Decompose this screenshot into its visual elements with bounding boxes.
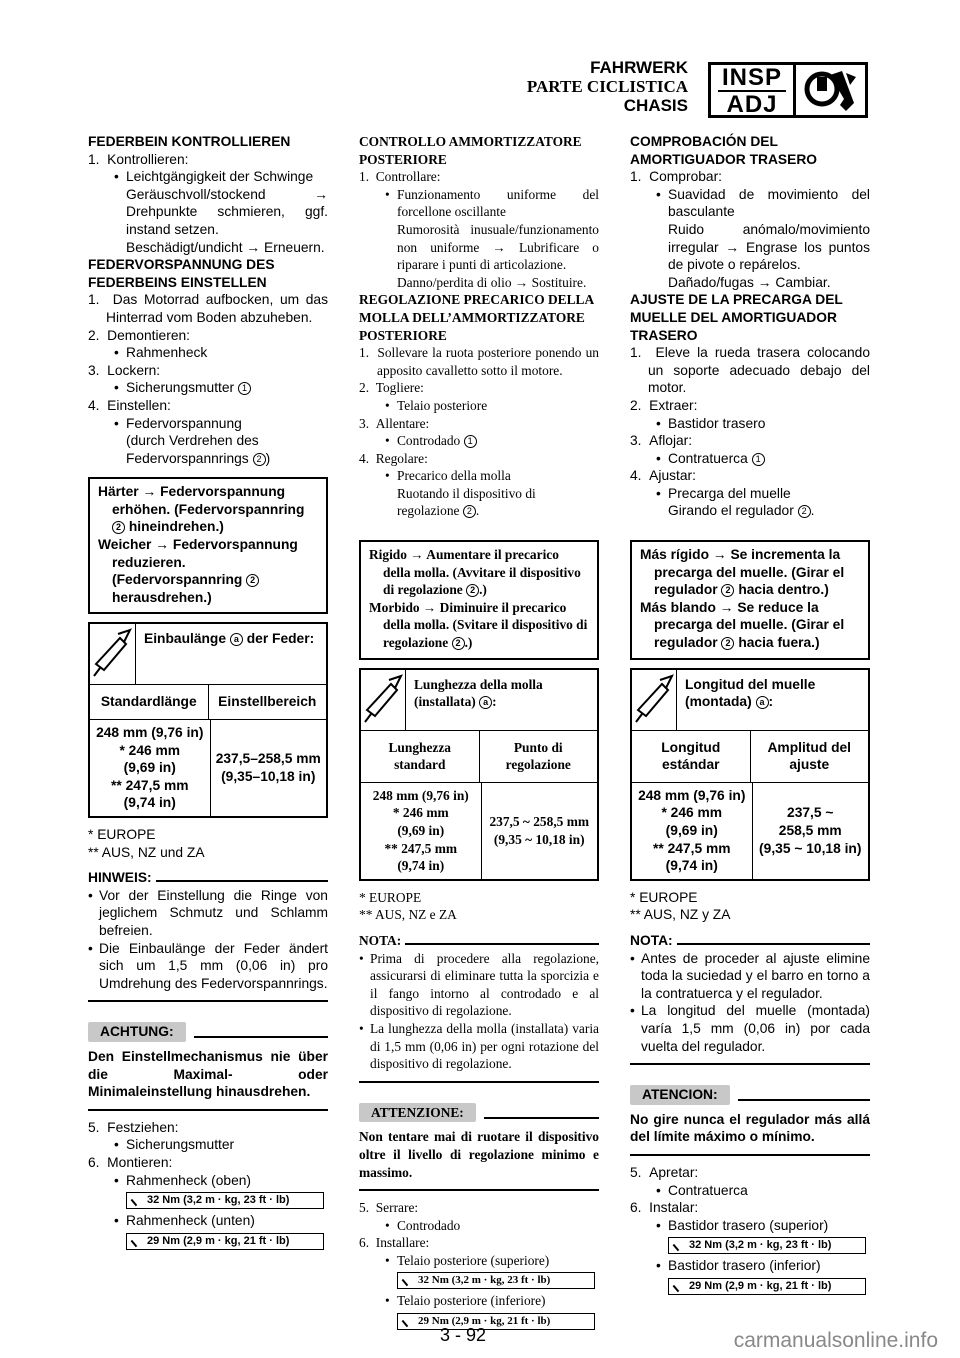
warning-tag: ATENCION: bbox=[630, 1085, 730, 1105]
spec-title: Lunghezza della molla (installata) a : bbox=[414, 676, 543, 710]
section-heading: FEDERVORSPANNUNG DES FEDERBEINS EINSTELLEN bbox=[88, 257, 275, 290]
watermark: carmanualsonline.info bbox=[733, 1329, 938, 1352]
bullet-text: Contratuerca bbox=[668, 450, 748, 466]
text-part: HINWEIS: bbox=[88, 870, 152, 886]
step: 3. Allentare: bbox=[359, 415, 430, 431]
section-heading: AJUSTE DE LA PRECARGA DEL MUELLE DEL AMORTIGUADOR TRASERO bbox=[630, 292, 843, 343]
step: 6. Installare: bbox=[359, 1235, 430, 1251]
spec-table bbox=[88, 622, 328, 818]
spec-col-standard: Lunghezza standard bbox=[361, 731, 480, 782]
text-part: Más rígido → Se incrementa la precarga del muelle. (Girar el regulador bbox=[640, 547, 845, 598]
step: 1. Eleve la rueda trasera colocando un soporte adecuado debajo del motor. bbox=[630, 345, 870, 396]
warning-text: Den Einstellmechanismus nie über die Maximal- oder Minimaleinstellung hinausdrehen. bbox=[88, 1048, 328, 1100]
warning-tag: ACHTUNG: bbox=[88, 1022, 186, 1042]
callout-a: a bbox=[230, 633, 243, 646]
spec-value: 248 mm (9,76 in) bbox=[96, 725, 204, 741]
bullet: • Bastidor trasero (superior) bbox=[630, 1217, 870, 1235]
step: 5. Apretar: bbox=[630, 1164, 699, 1180]
spec-col-standard: Standardlänge bbox=[90, 685, 209, 719]
bullet: • Rahmenheck bbox=[88, 344, 328, 362]
spec-range: 237,5–258,5 mm bbox=[215, 751, 321, 767]
text-part: (durch Verdrehen des Federvorspannrings bbox=[126, 433, 259, 466]
text bbox=[640, 599, 860, 652]
bullet: • Leichtgängigkeit der Schwinge bbox=[88, 168, 328, 186]
callout-1: 1 bbox=[752, 453, 765, 466]
text: Ruotando il dispositivo di regolazione 2 . bbox=[397, 485, 536, 519]
callout-2: 2 bbox=[112, 521, 125, 534]
spec-value: ** 247,5 mm bbox=[384, 840, 458, 856]
torque-spec: 32 Nm (3,2 m · kg, 23 ft · lb) bbox=[126, 1192, 324, 1209]
warning-heading bbox=[88, 1022, 328, 1042]
header-titles bbox=[527, 58, 688, 115]
spec-range: (9,35 ~ 10,18 in) bbox=[759, 840, 862, 856]
spec-col-range: Punto di regolazione bbox=[505, 739, 571, 773]
step: 5. Festziehen: bbox=[88, 1119, 179, 1135]
insp-adj-badge bbox=[708, 62, 796, 118]
bullet: • Telaio posteriore (inferiore) bbox=[359, 1292, 599, 1310]
spec-value: * 246 mm bbox=[661, 805, 723, 821]
note-item: • La longitud del muelle (montada) varía 1,5 mm (0,06 in) por cada vuelta del regulador. bbox=[630, 1002, 870, 1055]
bullet: • Precarico della molla bbox=[359, 467, 599, 485]
adjust-box bbox=[88, 477, 328, 614]
bullet: • Bastidor trasero bbox=[630, 415, 870, 433]
header-title-it: PARTE CICLISTICA bbox=[526, 77, 688, 96]
bullet-text: Controdado bbox=[397, 433, 461, 449]
warning-heading bbox=[359, 1103, 599, 1123]
caliper-icon bbox=[361, 670, 406, 730]
text-part: Morbido → Diminuire il precarico della molla. (Svitare il dispositivo di regolazione bbox=[369, 599, 588, 651]
text-part: herausdrehen.) bbox=[112, 589, 212, 605]
callout-1: 1 bbox=[238, 382, 251, 395]
callout-2: 2 bbox=[721, 584, 734, 597]
section-heading: COMPROBACIÓN DEL AMORTIGUADOR TRASERO bbox=[630, 134, 818, 167]
callout-a: a bbox=[479, 696, 492, 709]
torque-spec: 32 Nm (3,2 m · kg, 23 ft · lb) bbox=[668, 1237, 866, 1254]
callout-2: 2 bbox=[452, 637, 465, 650]
torque-spec: 32 Nm (3,2 m · kg, 23 ft · lb) bbox=[397, 1272, 595, 1289]
bullet: • Funzionamento uniforme del forcellone oscillante bbox=[359, 186, 599, 221]
callout-1: 1 bbox=[464, 435, 477, 448]
note-heading bbox=[359, 932, 599, 950]
header-title-es: CHASIS bbox=[623, 96, 688, 115]
step: 3. Lockern: bbox=[88, 362, 161, 378]
tool-box bbox=[796, 62, 868, 118]
callout-2: 2 bbox=[253, 453, 266, 466]
bullet: • Rahmenheck (unten) bbox=[88, 1212, 328, 1230]
bullet: • Contratuerca bbox=[630, 1182, 870, 1200]
spec-value: 248 mm (9,76 in) bbox=[372, 787, 469, 803]
note-item: • Prima di procedere alla regolazione, assicurarsi di eliminare tutta la sporcizia e il fango intorno al controdado e al dispositivo di regolazione. bbox=[359, 950, 599, 1020]
step: 1. Das Motorrad aufbocken, um das Hinterrad vom Boden abzuheben. bbox=[88, 292, 328, 325]
text: Beschädigt/undicht → Erneuern. bbox=[126, 239, 325, 255]
bullet-text: Sicherungsmutter bbox=[126, 380, 235, 396]
text: Girando el regulador 2 . bbox=[668, 503, 815, 519]
note-heading bbox=[88, 869, 328, 887]
text-part: Weicher → Federvorspannung reduzieren. (Federvorspannring bbox=[98, 537, 298, 588]
note-item: • Vor der Einstellung die Ringe von jeglichem Schmutz und Schlamm befreien. bbox=[88, 887, 328, 940]
spec-title bbox=[136, 624, 314, 684]
spec-value: (9,74 in) bbox=[123, 795, 176, 811]
step: 2. Togliere: bbox=[359, 380, 424, 396]
column-spanish bbox=[630, 133, 870, 1298]
bullet bbox=[630, 450, 870, 468]
step: 4. Ajustar: bbox=[630, 468, 696, 484]
text-part: Härter → Federvorspannung erhöhen. (Federvorspannring bbox=[98, 484, 305, 517]
text-part: NOTA: bbox=[359, 932, 402, 948]
text: Danno/perdita di olio → Sostituire. bbox=[397, 274, 587, 290]
spec-value: ** 247,5 mm bbox=[111, 777, 189, 793]
wrench-icon bbox=[796, 65, 864, 117]
text bbox=[640, 546, 860, 599]
badge-insp: INSP bbox=[721, 64, 782, 91]
text bbox=[98, 483, 318, 536]
bullet: • Sicherungsmutter bbox=[88, 1136, 328, 1154]
bullet: • Suavidad de movimiento del basculante bbox=[630, 186, 870, 221]
step: 6. Montieren: bbox=[88, 1154, 173, 1170]
text: Dañado/fugas → Cambiar. bbox=[668, 274, 831, 290]
step: 1. Comprobar: bbox=[630, 169, 723, 185]
warning-text: No gire nunca el regulador más allá del límite máximo o mínimo. bbox=[630, 1111, 870, 1145]
caliper-icon bbox=[90, 624, 136, 684]
spec-value: (9,74 in) bbox=[665, 858, 718, 874]
bullet: • Bastidor trasero (inferior) bbox=[630, 1257, 870, 1275]
text: Geräuschvoll/stockend → Drehpunkte schmieren, ggf. instand setzen. bbox=[126, 186, 328, 237]
section-heading: CONTROLLO AMMORTIZZATORE POSTERIORE bbox=[359, 134, 582, 167]
callout-a: a bbox=[756, 696, 769, 709]
text-part: Girando el regulador bbox=[668, 503, 794, 519]
text: Morbido → Diminuire il precarico della molla. (Svitare il dispositivo di regolazione 2 .) bbox=[369, 599, 588, 651]
page-number: 3 - 92 bbox=[440, 1325, 487, 1345]
bullet: • Telaio posteriore bbox=[359, 397, 599, 415]
caliper-icon bbox=[632, 670, 677, 730]
bullet: • Controdado bbox=[359, 1217, 599, 1235]
callout-2: 2 bbox=[798, 505, 811, 518]
header-title-de: FAHRWERK bbox=[590, 58, 688, 77]
adjust-box bbox=[630, 540, 870, 660]
spec-col-range: Amplitud del ajuste bbox=[767, 739, 852, 773]
column-italian bbox=[359, 133, 599, 1333]
spec-col-range: Einstellbereich bbox=[218, 694, 317, 710]
warning-heading bbox=[630, 1085, 870, 1105]
note-item: • Antes de proceder al ajuste elimine toda la suciedad y el barro en torno a la contratuerca y el regulador. bbox=[630, 950, 870, 1003]
text-part: Ruotando il dispositivo di regolazione bbox=[397, 485, 536, 519]
footnote: ** AUS, NZ und ZA bbox=[88, 844, 205, 860]
text-part: Longitud del muelle (montada) bbox=[685, 676, 816, 710]
column-german bbox=[88, 133, 328, 1253]
spec-value: * 246 mm bbox=[119, 742, 181, 758]
text bbox=[98, 536, 318, 606]
step: 5. Serrare: bbox=[359, 1200, 419, 1216]
step: 2. Demontieren: bbox=[88, 327, 190, 343]
text-part: hacia fuera.) bbox=[738, 635, 820, 651]
note-heading bbox=[630, 932, 870, 950]
spec-table bbox=[359, 668, 599, 881]
spec-range: 237,5 ~ 258,5 mm bbox=[489, 814, 590, 830]
torque-spec: 29 Nm (2,9 m · kg, 21 ft · lb) bbox=[126, 1233, 324, 1250]
callout-2: 2 bbox=[463, 505, 476, 518]
torque-spec: 29 Nm (2,9 m · kg, 21 ft · lb) bbox=[668, 1278, 866, 1295]
spec-value: ** 247,5 mm bbox=[653, 840, 731, 856]
text: Ruido anómalo/movimiento irregular → Engrase los puntos de pivote o repárelos. bbox=[668, 221, 870, 273]
text-part: NOTA: bbox=[630, 932, 673, 948]
warning-tag: ATTENZIONE: bbox=[359, 1103, 476, 1123]
text: Rumorosità inusuale/funzionamento non uniforme → Lubrificare o riparare i punti di articolazione. bbox=[397, 221, 599, 273]
spec-range: (9,35–10,18 in) bbox=[221, 769, 316, 785]
footnote: ** AUS, NZ y ZA bbox=[630, 907, 731, 923]
step: 4. Einstellen: bbox=[88, 397, 171, 413]
text-part: hineindrehen.) bbox=[128, 519, 224, 535]
spec-value: 248 mm (9,76 in) bbox=[638, 787, 746, 803]
bullet: • Rahmenheck (oben) bbox=[88, 1172, 328, 1190]
spec-table bbox=[630, 668, 870, 881]
callout-2: 2 bbox=[246, 574, 259, 587]
bullet bbox=[359, 432, 599, 450]
spec-value: (9,74 in) bbox=[397, 858, 445, 874]
badge-adj: ADJ bbox=[726, 91, 778, 118]
step: 1. Kontrollieren: bbox=[88, 151, 189, 167]
step: 6. Instalar: bbox=[630, 1200, 699, 1216]
note-item: • La lunghezza della molla (installata) varia di 1,5 mm (0,06 in) per ogni rotazione del dispositivo di regolazione. bbox=[359, 1020, 599, 1073]
text: Rigido → Aumentare il precarico della molla. (Avvitare il dispositivo di regolazione 2 .) bbox=[369, 547, 581, 598]
step: 1. Sollevare la ruota posteriore ponendo un apposito cavalletto sotto il motore. bbox=[359, 345, 599, 378]
spec-col-standard: Longitud estándar bbox=[632, 731, 751, 782]
spec-title: Longitud del muelle (montada) a : bbox=[685, 676, 816, 710]
text-part: Einbaulänge bbox=[144, 631, 227, 647]
footnote: * EUROPE bbox=[88, 827, 156, 842]
text-part: hacia dentro.) bbox=[738, 582, 829, 598]
step: 2. Extraer: bbox=[630, 397, 698, 413]
spec-value: (9,69 in) bbox=[665, 823, 718, 838]
note-item: • Die Einbaulänge der Feder ändert sich um 1,5 mm (0,06 in) pro Umdrehung des Federvorspannrings. bbox=[88, 940, 328, 993]
step: 3. Aflojar: bbox=[630, 433, 693, 449]
section-heading: FEDERBEIN KONTROLLIEREN bbox=[88, 134, 291, 149]
spec-range: (9,35 ~ 10,18 in) bbox=[493, 831, 585, 847]
spec-range: 237,5 ~ bbox=[787, 805, 834, 821]
text-part: Más blando → Se reduce la precarga del muelle. (Girar el regulador bbox=[640, 599, 845, 651]
step: 4. Regolare: bbox=[359, 450, 428, 466]
adjust-box bbox=[359, 540, 599, 660]
text: (durch Verdrehen des Federvorspannrings 2 ) bbox=[126, 433, 271, 466]
warning-text: Non tentare mai di ruotare il dispositivo oltre il livello di regolazione minimo e massimo. bbox=[359, 1129, 599, 1180]
step: 1. Controllare: bbox=[359, 169, 441, 185]
spec-value: (9,69 in) bbox=[123, 760, 176, 776]
bullet bbox=[88, 379, 328, 397]
bullet: • Federvorspannung bbox=[88, 415, 328, 433]
text-part: Lunghezza della molla (installata) bbox=[414, 676, 543, 710]
footnote: ** AUS, NZ e ZA bbox=[359, 907, 457, 923]
spec-range: 258,5 mm bbox=[778, 823, 842, 838]
callout-2: 2 bbox=[466, 584, 479, 597]
callout-2: 2 bbox=[721, 637, 734, 650]
text-part: Rigido → Aumentare il precarico della molla. (Avvitare il dispositivo di regolazione bbox=[369, 547, 581, 598]
text-part: der Feder: bbox=[246, 631, 315, 647]
torque-spec: 29 Nm (2,9 m · kg, 21 ft · lb) bbox=[397, 1313, 595, 1330]
footnote: * EUROPE bbox=[630, 889, 698, 905]
section-heading: REGOLAZIONE PRECARICO DELLA MOLLA DELL’AMMORTIZZATORE POSTERIORE bbox=[359, 292, 594, 343]
footnote: * EUROPE bbox=[359, 889, 422, 905]
bullet: • Telaio posteriore (superiore) bbox=[359, 1252, 599, 1270]
spec-value: * 246 mm bbox=[392, 805, 449, 821]
spec-value: (9,69 in) bbox=[397, 823, 445, 838]
bullet: • Precarga del muelle bbox=[630, 485, 870, 503]
